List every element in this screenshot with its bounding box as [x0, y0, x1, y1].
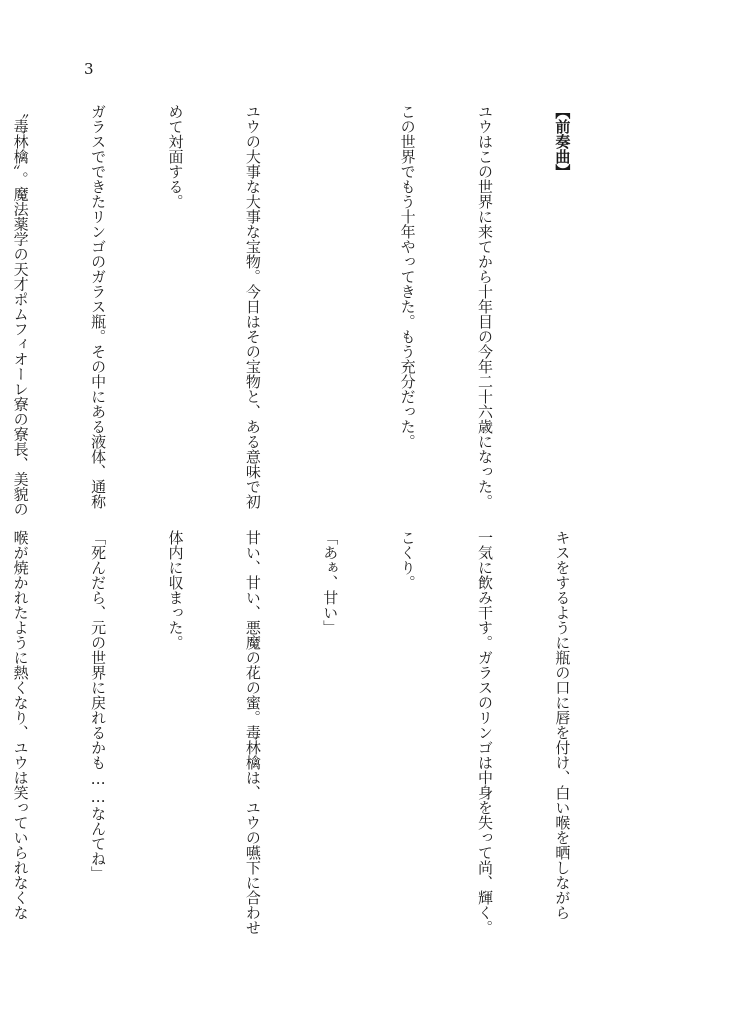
text-line: 一気に飲み干す。ガラスのリンゴは中身を失って尚、輝く。 — [476, 530, 495, 935]
page-number: 3 — [84, 60, 94, 78]
text-line: ユウはこの世界に来てから十年目の今年二十六歳になった。 — [476, 104, 495, 509]
text-line: キスをするように瓶の口に唇を付け、白い喉を晒しながら — [553, 530, 572, 920]
text-line: 「あぁ、甘い」 — [321, 530, 340, 635]
text-line: めて対面する。 — [166, 104, 185, 209]
text-block-upper — [11, 104, 626, 517]
text-line: 「死んだら、元の世界に戻れるかも……なんてね」 — [89, 530, 108, 881]
text-line: 〝毒林檎〟。魔法薬学の天才ポムフィオーレ寮の寮長、美貌の — [11, 104, 30, 517]
text-line: 体内に収まった。 — [166, 530, 185, 650]
chapter-heading: 【前奏曲】 — [553, 104, 572, 179]
text-line: ユウの大事な大事な宝物。今日はその宝物と、ある意味で初 — [243, 104, 262, 509]
text-block-lower — [11, 530, 626, 950]
text-line: 喉が焼かれたように熱くなり、ユウは笑っていられなくな — [11, 530, 30, 920]
text-line: ガラスでできたリンゴのガラス瓶。その中にある液体、通称 — [89, 104, 108, 509]
blank-line — [316, 104, 342, 504]
text-line: こくり。 — [398, 530, 417, 590]
text-line: この世界でもう十年やってきた。もう充分だった。 — [398, 104, 417, 449]
text-line: 甘い、甘い、悪魔の花の蜜。毒林檎は、ユウの嚥下に合わせ — [243, 530, 262, 935]
